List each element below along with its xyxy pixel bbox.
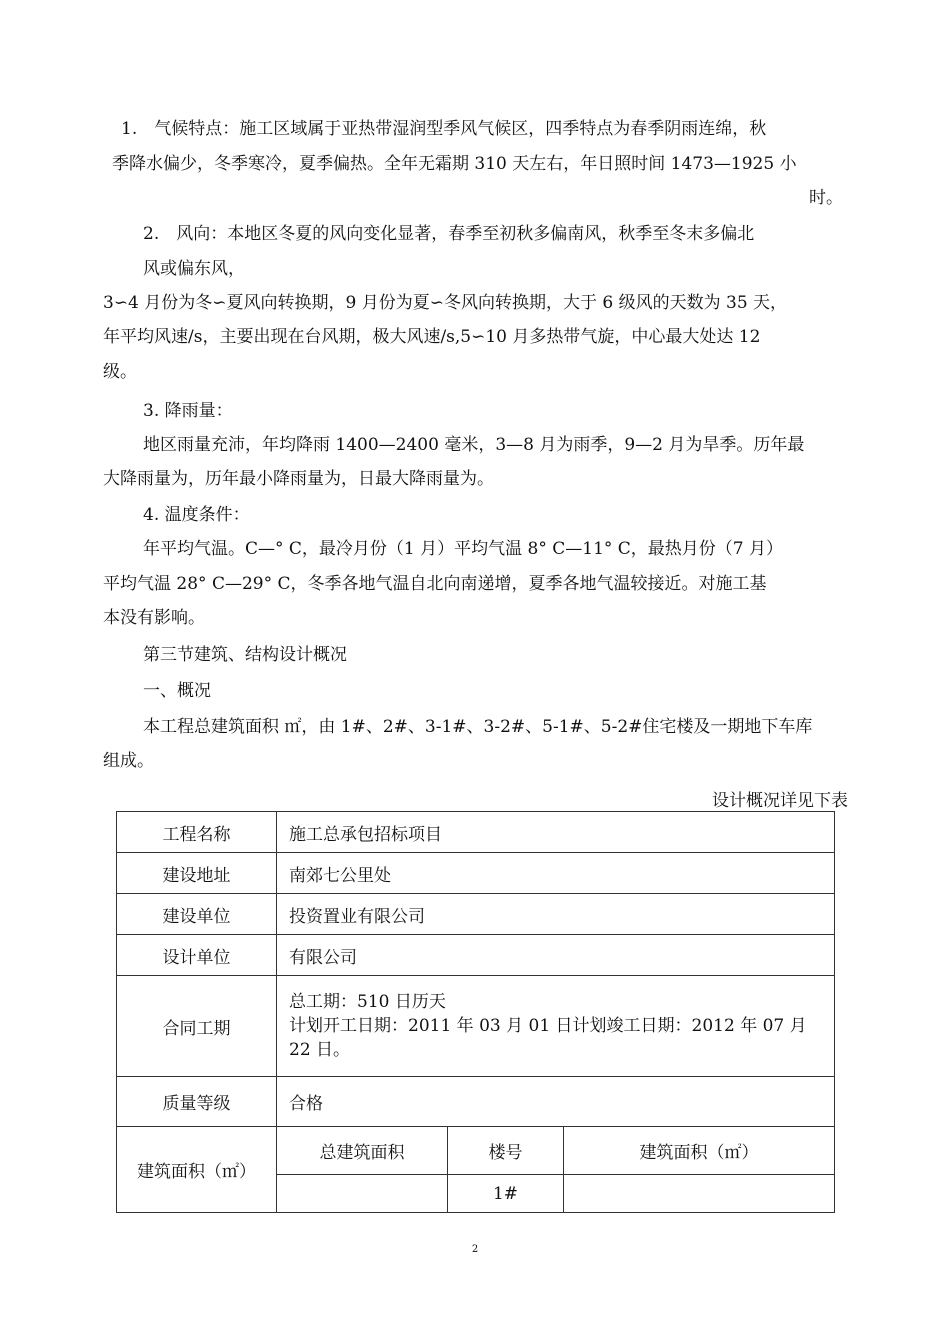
table-row (117, 894, 835, 935)
para5-line3: 本没有影响。 (103, 608, 205, 628)
row-label: 建设地址 (117, 853, 277, 894)
table-row (117, 935, 835, 976)
section-title: 第三节建筑、结构设计概况 (143, 645, 347, 665)
row-value: 有限公司 (277, 935, 835, 976)
row-label: 工程名称 (117, 812, 277, 853)
row-label: 建设单位 (117, 894, 277, 935)
row-label: 设计单位 (117, 935, 277, 976)
para3-line3: 级。 (103, 362, 137, 382)
table-row (117, 812, 835, 853)
para6-line1: 本工程总建筑面积 ㎡，由 1#、2#、3-1#、3-2#、5-1#、5-2#住宅楼及一期地下车库 (143, 717, 813, 737)
area-area-value (564, 1175, 835, 1213)
area-label: 建筑面积（㎡） (117, 1127, 277, 1213)
area-header-total: 总建筑面积 (277, 1127, 448, 1175)
quality-label: 质量等级 (117, 1077, 277, 1127)
para5-line2: 平均气温 28° C—29° C，冬季各地气温自北向南递增，夏季各地气温较接近。对施工基 (103, 574, 767, 594)
para5-line1: 年平均气温。C—° C，最冷月份（1 月）平均气温 8° C—11° C，最热月份（7 月） (143, 539, 784, 559)
para1-line2: 季降水偏少，冬季寒冷，夏季偏热。全年无霜期 310 天左右，年日照时间 1473—1925 小 (112, 154, 797, 174)
para3-line2: 年平均风速/s，主要出现在台风期，极大风速/s,5∽10 月多热带气旋，中心最大处达 12 (103, 327, 761, 347)
table-row (117, 853, 835, 894)
quality-value: 合格 (277, 1077, 835, 1127)
para4-line1: 地区雨量充沛，年均降雨 1400—2400 毫米，3—8 月为雨季，9—2 月为旱季。历年最 (143, 435, 805, 455)
table-caption: 设计概况详见下表 (712, 791, 848, 811)
row-value: 施工总承包招标项目 (277, 812, 835, 853)
area-header-row (117, 1127, 835, 1175)
subsection-title: 一、概况 (143, 681, 211, 701)
page-number: 2 (471, 1244, 479, 1255)
contract-value (277, 976, 835, 1077)
area-total-value (277, 1175, 448, 1213)
row-value: 南郊七公里处 (277, 853, 835, 894)
area-header-building: 楼号 (448, 1127, 564, 1175)
row-value: 投资置业有限公司 (277, 894, 835, 935)
contract-line-3: 22 日。 (289, 1040, 351, 1060)
heading-temperature: 4. 温度条件： (143, 505, 250, 525)
contract-line-2: 计划开工日期：2011 年 03 月 01 日计划竣工日期：2012 年 07 月 (289, 1016, 807, 1036)
area-header-area: 建筑面积（㎡） (564, 1127, 835, 1175)
para4-line2: 大降雨量为，历年最小降雨量为，日最大降雨量为。 (103, 469, 494, 489)
contract-label: 合同工期 (117, 976, 277, 1077)
para2-line1: 2. 风向：本地区冬夏的风向变化显著，春季至初秋多偏南风，秋季至冬末多偏北 (143, 224, 755, 244)
area-building-value: 1# (448, 1175, 564, 1213)
para3-line1: 3∽4 月份为冬∽夏风向转换期，9 月份为夏∽冬风向转换期，大于 6 级风的天数为 35 天， (103, 293, 788, 313)
para6-line2: 组成。 (103, 751, 154, 771)
quality-row (117, 1077, 835, 1127)
heading-rainfall: 3. 降雨量： (143, 401, 233, 421)
para1-line1: 1. 气候特点：施工区域属于亚热带湿润型季风气候区，四季特点为春季阴雨连绵，秋 (121, 119, 767, 139)
contract-line-1: 总工期：510 日历天 (289, 992, 446, 1012)
para2-line2: 风或偏东风， (143, 259, 245, 279)
para1-line3: 时。 (809, 188, 843, 208)
project-info-table (116, 811, 835, 1213)
contract-period-row (117, 976, 835, 1077)
